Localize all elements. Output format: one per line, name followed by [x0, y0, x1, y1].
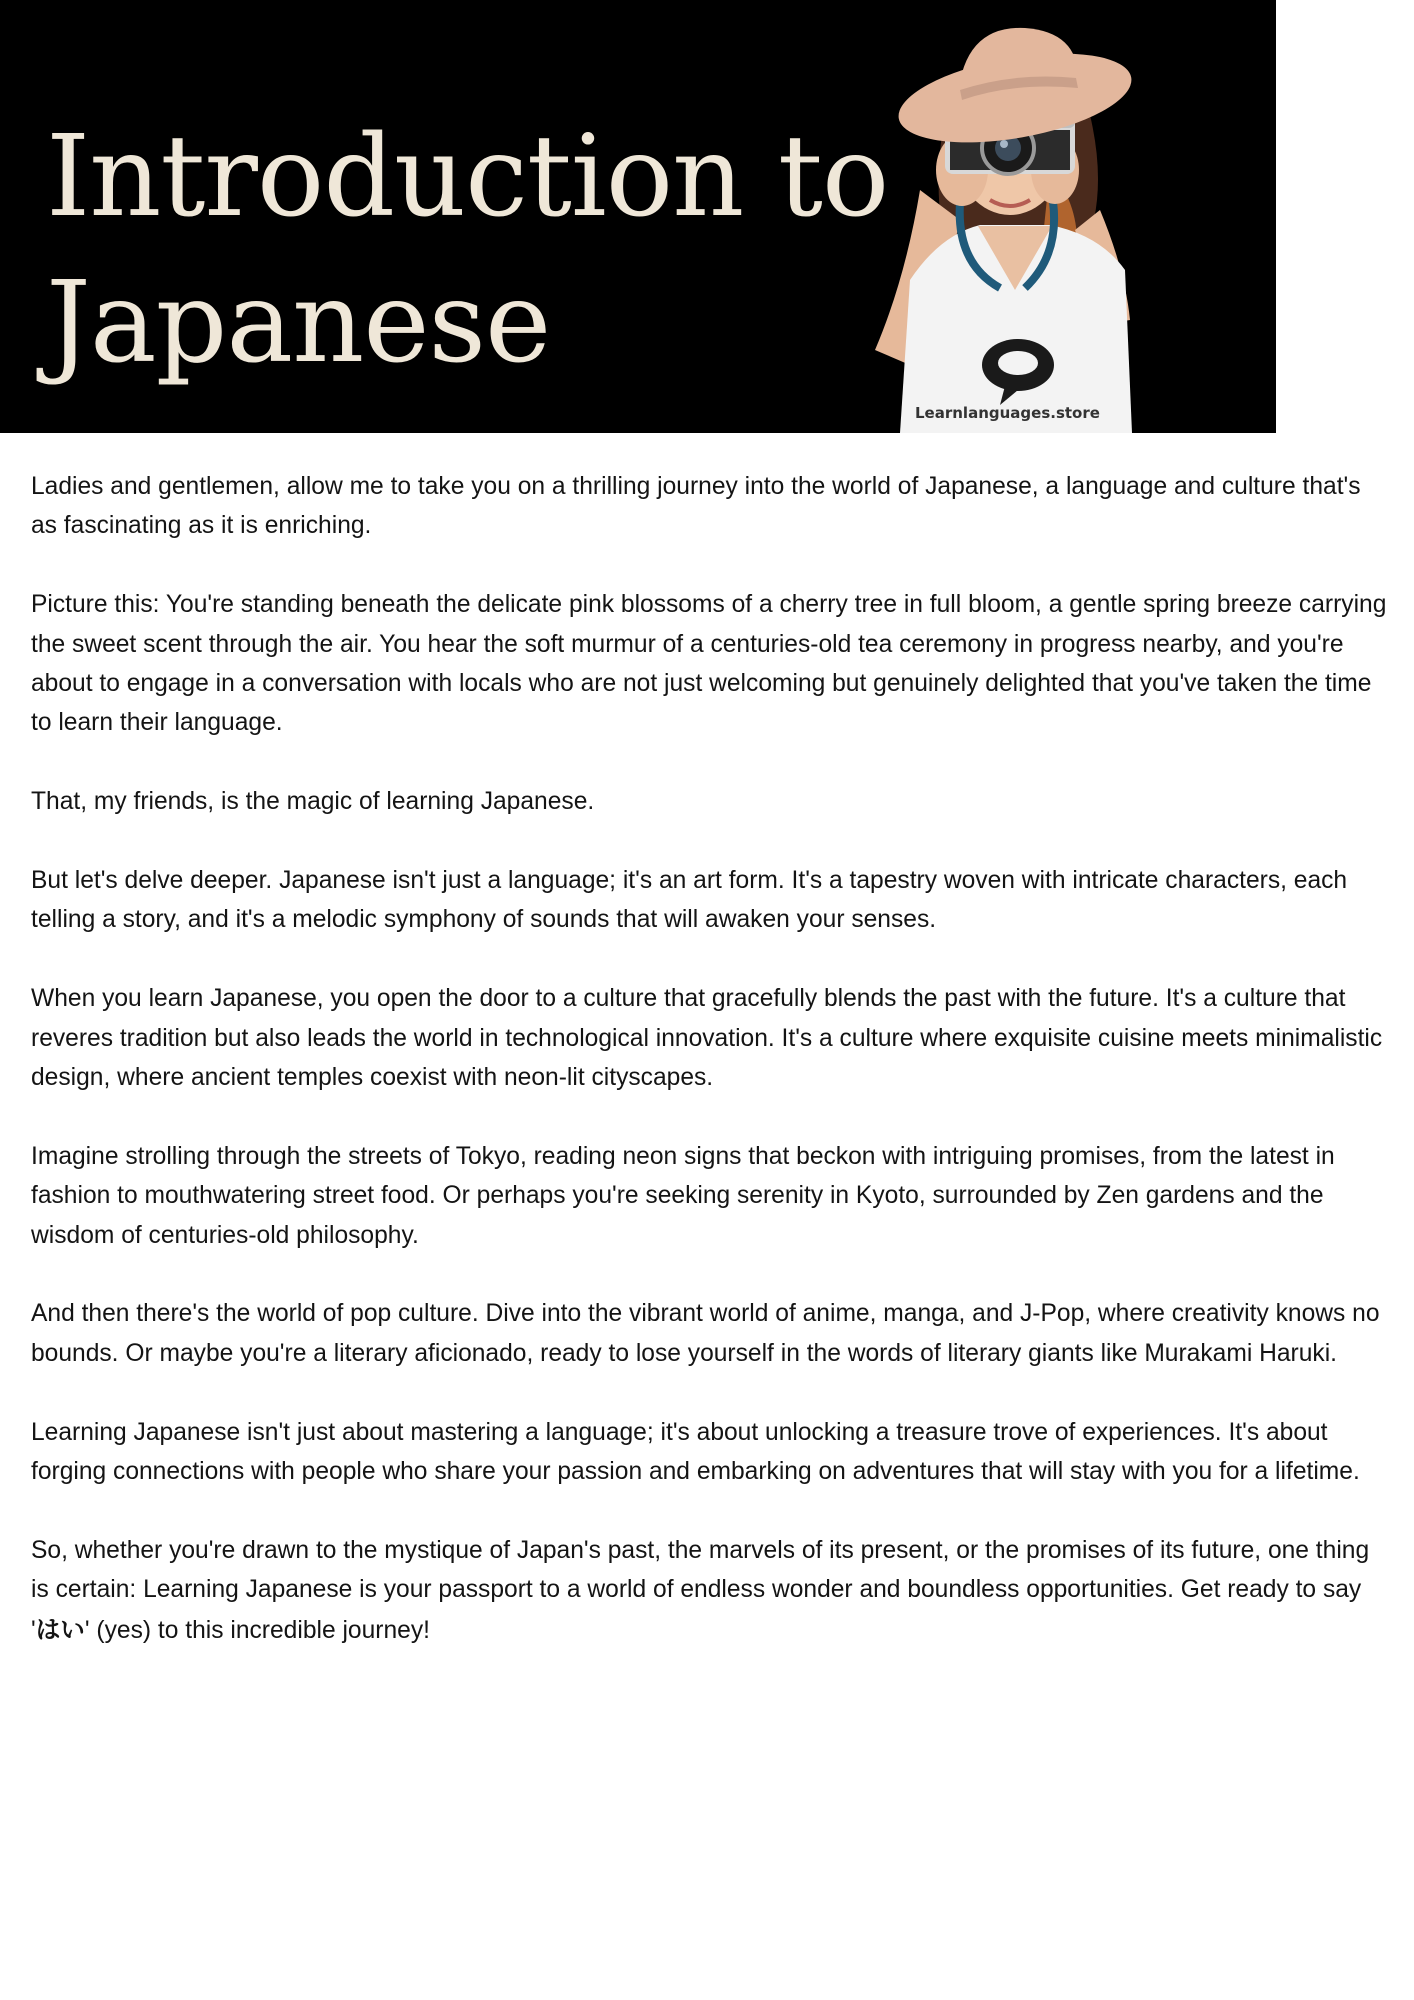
paragraph: When you learn Japanese, you open the door to a culture that gracefully blends the past with the future. It's a culture that reveres tradition but also leads the world in technological innovation. It's a culture where exquisite cuisine meets minimalistic design, where ancient temples coexist with neon-lit cityscapes.	[31, 985, 1383, 1092]
header-banner	[0, 0, 1276, 433]
paragraph: Learning Japanese isn't just about mastering a language; it's about unlocking a treasure trove of experiences. It's about forging connections with people who share your passion and embarking on adventures that will stay with you for a lifetime.	[31, 1418, 1360, 1486]
paragraph: Ladies and gentlemen, allow me to take you on a thrilling journey into the world of Japanese, a language and culture that's as fascinating as it is enriching.	[31, 473, 1361, 540]
final-paragraph	[31, 1531, 1391, 1650]
article-body	[31, 467, 1391, 1650]
final-text-after: ' (yes) to this incredible journey!	[84, 1616, 430, 1644]
paragraph: Picture this: You're standing beneath the delicate pink blossoms of a cherry tree in full bloom, a gentle spring breeze carrying the sweet scent through the air. You hear the soft murmur of a centuries-old tea ceremony in progress nearby, and you're about to engage in a conversation with locals who are not just welcoming but genuinely delighted that you've taken the time to learn their language.	[31, 591, 1387, 737]
photographer-image	[850, 20, 1180, 433]
paragraph: That, my friends, is the magic of learning Japanese.	[31, 788, 595, 816]
page-title: Introduction to Japanese	[46, 112, 889, 388]
paragraph: But let's delve deeper. Japanese isn't just a language; it's an art form. It's a tapestry woven with intricate characters, each telling a story, and it's a melodic symphony of sounds that will awaken your senses.	[31, 867, 1348, 934]
paragraph: Imagine strolling through the streets of Tokyo, reading neon signs that beckon with intriguing promises, from the latest in fashion to mouthwatering street food. Or perhaps you're seeking serenity in Kyoto, surrounded by Zen gardens and the wisdom of centuries-old philosophy.	[31, 1142, 1335, 1249]
final-text-before: So, whether you're drawn to the mystique of Japan's past, the marvels of its present, or the promises of its future, one thing is certain: Learning Japanese is your passport to a world of endless wonder and boundless opportunities. Get ready to say '	[31, 1536, 1370, 1644]
paragraph: And then there's the world of pop culture. Dive into the vibrant world of anime, manga, and J-Pop, where creativity knows no bounds. Or maybe you're a literary aficionado, ready to lose yourself in the words of literary giants like Murakami Haruki.	[31, 1300, 1380, 1367]
shirt-logo-text: Learnlanguages.store	[915, 404, 1100, 422]
japanese-word-hai: はい	[35, 1614, 85, 1644]
